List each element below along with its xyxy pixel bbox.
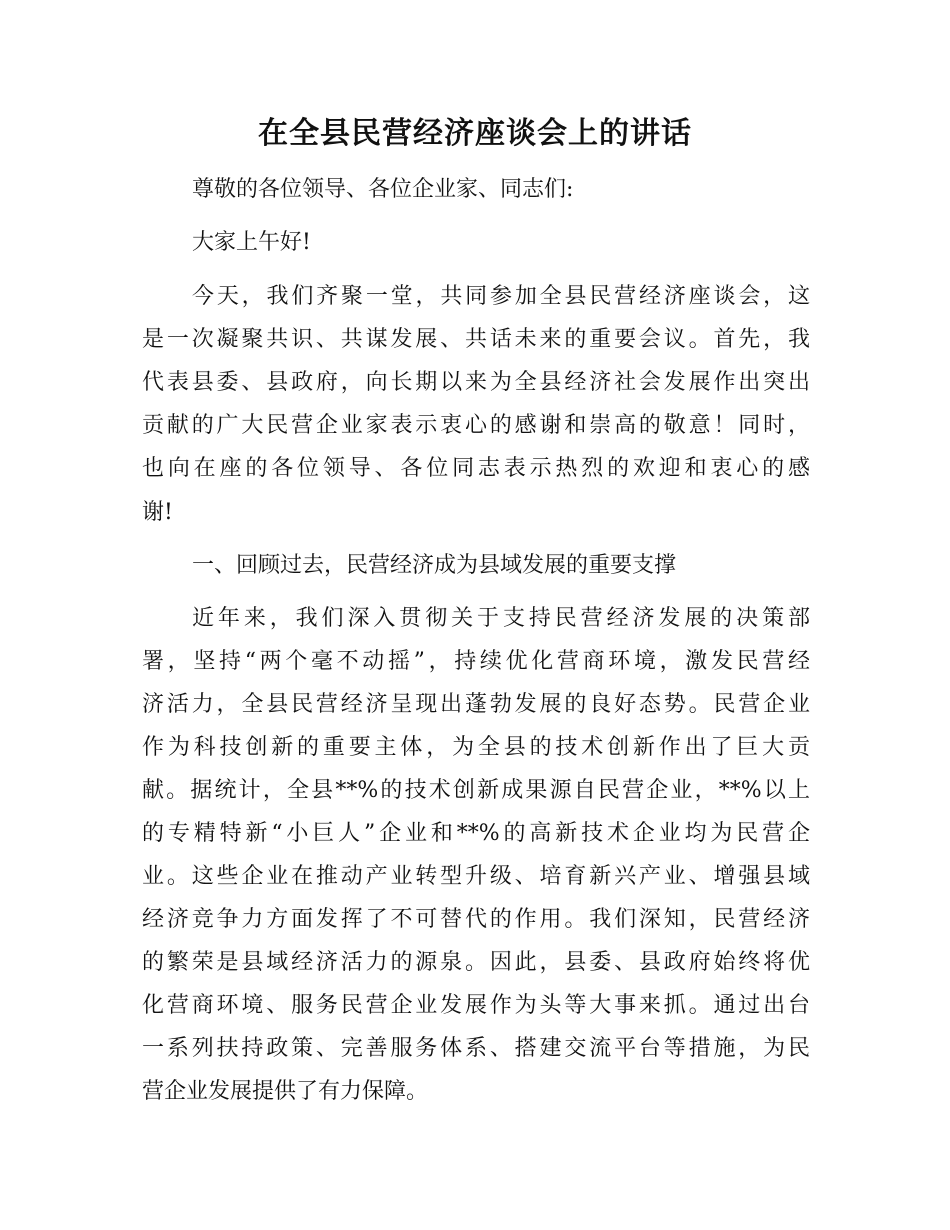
section-heading: 一、回顾过去，民营经济成为县域发展的重要支撑 [192,553,677,578]
paragraph-line: 近年来，我们深入贯彻关于支持民营经济发展的决策部 [192,606,810,631]
paragraph-line: 是一次凝聚共识、共谋发展、共话未来的重要会议。首先，我 [142,327,810,352]
greeting: 大家上午好! [192,230,311,255]
paragraph-line: 署，坚持“两个毫不动摇”，持续优化营商环境，激发民营经 [142,649,810,674]
paragraph-line: 的繁荣是县域经济活力的源泉。因此，县委、县政府始终将优 [142,950,810,975]
salutation: 尊敬的各位领导、各位企业家、同志们: [192,177,574,202]
paragraph-line: 今天，我们齐聚一堂，共同参加全县民营经济座谈会，这 [192,284,810,309]
paragraph-line: 也向在座的各位领导、各位同志表示热烈的欢迎和衷心的感 [142,456,810,481]
paragraph-line: 献。据统计，全县**%的技术创新成果源自民营企业，**%以上 [142,778,810,803]
paragraph-line: 一系列扶持政策、完善服务体系、搭建交流平台等措施，为民 [142,1036,810,1061]
paragraph-line: 业。这些企业在推动产业转型升级、培育新兴产业、增强县域 [142,864,810,889]
paragraph-line: 经济竞争力方面发挥了不可替代的作用。我们深知，民营经济 [142,907,810,932]
paragraph-line: 贡献的广大民营企业家表示衷心的感谢和崇高的敬意！同时， [142,413,810,438]
paragraph-line: 作为科技创新的重要主体，为全县的技术创新作出了巨大贡 [142,735,810,760]
document-title: 在全县民营经济座谈会上的讲话 [258,116,692,151]
paragraph-line: 化营商环境、服务民营企业发展作为头等大事来抓。通过出台 [142,993,810,1018]
paragraph-line: 的专精特新“小巨人”企业和**%的高新技术企业均为民营企 [142,821,810,846]
paragraph-line: 营企业发展提供了有力保障。 [142,1079,429,1104]
paragraph-line: 代表县委、县政府，向长期以来为全县经济社会发展作出突出 [142,370,810,395]
paragraph-line: 济活力，全县民营经济呈现出蓬勃发展的良好态势。民营企业 [142,692,810,717]
paragraph-line: 谢! [142,500,173,525]
